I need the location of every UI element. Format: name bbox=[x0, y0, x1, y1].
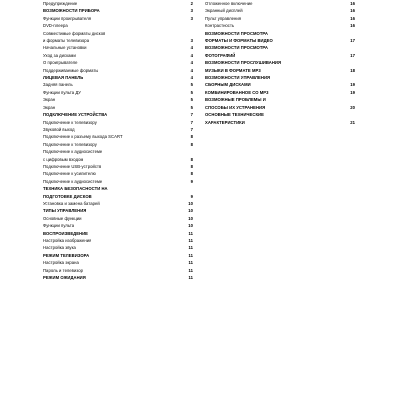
toc-entry-title: Предупреждение bbox=[43, 1, 78, 6]
toc-entry bbox=[205, 37, 355, 44]
toc-entry bbox=[205, 74, 355, 81]
toc-entry-title: ТЕХНИКА БЕЗОПАСНОСТИ НА bbox=[43, 186, 108, 192]
toc-entry-page-number: 16 bbox=[350, 1, 355, 6]
toc-entry-page-number: 19 bbox=[350, 82, 355, 88]
toc-entry-page-number: 21 bbox=[350, 119, 355, 125]
toc-entry-title: Подключение к усилителю bbox=[43, 171, 96, 177]
toc-entry-title: Функции пульта bbox=[43, 223, 75, 229]
toc-entry bbox=[43, 259, 193, 266]
toc-entry-page-number: 7 bbox=[190, 126, 193, 132]
toc-entry-page-number: 10 bbox=[188, 208, 193, 214]
toc-entry-page-number: 8 bbox=[190, 134, 193, 140]
toc-entry-title: Функции пульта ДУ bbox=[43, 89, 81, 95]
toc-entry-title: Отложенное включение bbox=[205, 1, 253, 6]
toc-entry bbox=[43, 148, 193, 155]
toc-entry-page-number: 8 bbox=[190, 141, 193, 147]
toc-entry bbox=[43, 15, 193, 22]
toc-entry-title: Настройка экрана bbox=[43, 260, 79, 266]
toc-entry bbox=[43, 170, 193, 177]
toc-entry-title: Начальные установки bbox=[43, 45, 87, 51]
toc-entry-page-number: 16 bbox=[350, 15, 355, 21]
toc-entry-title: ТИПЫ УПРАВЛЕНИЯ bbox=[43, 208, 87, 214]
toc-entry bbox=[43, 178, 193, 185]
toc-entry bbox=[43, 59, 193, 66]
toc-entry-title: Уход за дисками bbox=[43, 52, 76, 58]
toc-entry bbox=[43, 7, 193, 14]
toc-entry-title: О проигрывателе bbox=[43, 60, 78, 66]
toc-entry bbox=[205, 52, 355, 59]
toc-entry-page-number: 3 bbox=[190, 8, 193, 14]
toc-entry bbox=[43, 67, 193, 74]
toc-entry bbox=[43, 207, 193, 214]
toc-entry-title: СБОРНЫМ ДИСКАМИ bbox=[205, 82, 251, 88]
toc-entry-page-number: 8 bbox=[190, 156, 193, 162]
toc-entry-page-number: 18 bbox=[350, 67, 355, 73]
toc-entry-title: Установка и замена батарей bbox=[43, 200, 100, 206]
toc-entry-title: КОМБИНИРОВАННОЕ СО MP3 bbox=[205, 89, 269, 95]
toc-entry-page-number: 5 bbox=[190, 104, 193, 110]
toc-entry-title: ФОРМАТЫ И ФОРМАТЫ ВИДЕО bbox=[205, 38, 273, 44]
toc-entry-page-number: 19 bbox=[350, 89, 355, 95]
toc-entry bbox=[43, 30, 193, 37]
toc-entry-page-number: 3 bbox=[190, 15, 193, 21]
toc-entry-title: и форматы телевизора bbox=[43, 38, 90, 44]
toc-entry-page-number: 11 bbox=[188, 267, 193, 273]
toc-entry bbox=[205, 104, 355, 111]
toc-entry-title: Подключение USB-устройств bbox=[43, 163, 102, 169]
toc-entry-title: Задняя панель bbox=[43, 82, 73, 88]
toc-entry-page-number: 8 bbox=[190, 171, 193, 177]
toc-entry-title: ВОЗМОЖНЫЕ ПРОБЛЕМЫ И bbox=[205, 97, 266, 103]
toc-entry bbox=[205, 111, 355, 118]
toc-entry bbox=[43, 111, 193, 118]
toc-entry-title: РЕЖИМ ОЖИДАНИЯ bbox=[43, 275, 86, 281]
toc-entry-title: ВОЗМОЖНОСТИ ПРИБОРА bbox=[43, 8, 100, 14]
toc-entry-title: Экран bbox=[43, 97, 56, 103]
toc-entry bbox=[43, 141, 193, 148]
toc-entry-title: Звуковой выход bbox=[43, 126, 75, 132]
toc-entry bbox=[43, 0, 193, 7]
toc-entry-page-number: 7 bbox=[190, 119, 193, 125]
toc-entry-title: с цифровым входом bbox=[43, 156, 84, 162]
toc-entry bbox=[205, 22, 355, 29]
toc-entry bbox=[43, 52, 193, 59]
toc-entry-page-number: 16 bbox=[350, 23, 355, 29]
toc-entry-title: Подключение к разъему выхода SCART bbox=[43, 134, 123, 140]
toc-entry-title: Настройка звука bbox=[43, 245, 76, 251]
toc-entry bbox=[43, 252, 193, 259]
toc-entry-page-number: 4 bbox=[190, 75, 193, 81]
toc-entry bbox=[43, 133, 193, 140]
toc-entry-page-number: 5 bbox=[190, 89, 193, 95]
toc-entry bbox=[205, 81, 355, 88]
toc-entry-page-number: 4 bbox=[190, 67, 193, 73]
toc-entry bbox=[43, 81, 193, 88]
toc-entry-title: ЛИЦЕВАЯ ПАНЕЛЬ bbox=[43, 75, 84, 81]
toc-entry-page-number: 9 bbox=[190, 193, 193, 199]
toc-entry bbox=[205, 67, 355, 74]
toc-entry bbox=[205, 44, 355, 51]
toc-entry-page-number: 4 bbox=[190, 45, 193, 51]
toc-entry-title: ОСНОВНЫЕ ТЕХНИЧЕСКИЕ bbox=[205, 112, 264, 118]
toc-entry-page-number: 10 bbox=[188, 200, 193, 206]
toc-entry bbox=[43, 274, 193, 281]
toc-entry-page-number: 16 bbox=[350, 8, 355, 14]
toc-entry-title: Подключение к телевизору bbox=[43, 141, 97, 147]
toc-entry-title: Пульт управления bbox=[205, 15, 242, 21]
toc-entry-page-number: 5 bbox=[190, 82, 193, 88]
toc-entry-page-number: 4 bbox=[190, 52, 193, 58]
toc-entry-title: Совместимые форматы дисков bbox=[43, 30, 106, 36]
toc-entry bbox=[205, 0, 355, 7]
toc-entry bbox=[43, 267, 193, 274]
toc-entry-page-number: 11 bbox=[188, 238, 193, 243]
toc-entry-page-number: 3 bbox=[190, 38, 193, 44]
toc-entry-title: Подключение к телевизору bbox=[43, 119, 97, 125]
toc-entry-title: Пароль и телевизор bbox=[43, 267, 84, 273]
toc-entry bbox=[43, 237, 193, 244]
toc-entry-title: ВОЗМОЖНОСТИ ПРОСМОТРА bbox=[205, 30, 268, 36]
toc-entry-page-number: 2 bbox=[190, 1, 193, 6]
toc-entry-title: ВОЗМОЖНОСТИ ПРОСЛУШИВАНИЯ bbox=[205, 60, 282, 66]
toc-entry bbox=[43, 244, 193, 251]
toc-entry-page-number: 11 bbox=[188, 252, 193, 258]
toc-entry-page-number: 17 bbox=[350, 52, 355, 58]
toc-entry bbox=[43, 37, 193, 44]
toc-entry-title: Контрастность bbox=[205, 23, 235, 29]
toc-entry bbox=[43, 185, 193, 192]
toc-entry bbox=[205, 89, 355, 96]
toc-entry bbox=[205, 96, 355, 103]
toc-entry-page-number: 7 bbox=[190, 112, 193, 118]
toc-right-column bbox=[205, 0, 355, 126]
toc-entry bbox=[43, 22, 193, 29]
toc-entry bbox=[43, 96, 193, 103]
toc-entry bbox=[205, 30, 355, 37]
toc-entry-page-number: 11 bbox=[188, 245, 193, 251]
toc-entry-title: Подключение к аудиосистеме bbox=[43, 149, 103, 155]
toc-entry-title: DVD-плеера bbox=[43, 23, 68, 29]
toc-entry-title: Подключение к аудиосистеме bbox=[43, 178, 103, 184]
toc-entry bbox=[43, 89, 193, 96]
toc-entry-title: РЕЖИМ ТЕЛЕВИЗОРА bbox=[43, 252, 90, 258]
toc-left-column bbox=[43, 0, 193, 281]
toc-entry-page-number: 17 bbox=[350, 38, 355, 44]
toc-entry-page-number: 4 bbox=[190, 60, 193, 66]
toc-entry-title: ВОСПРОИЗВЕДЕНИЕ bbox=[43, 230, 89, 236]
toc-entry bbox=[205, 59, 355, 66]
toc-entry-page-number: 11 bbox=[188, 230, 193, 236]
toc-entry-title: Экран bbox=[43, 104, 56, 110]
toc-entry-page-number: 11 bbox=[188, 275, 193, 281]
toc-entry-page-number: 10 bbox=[188, 215, 193, 221]
toc-entry bbox=[43, 156, 193, 163]
toc-entry-title: МУЗЫКИ В ФОРМАТЕ MP3 bbox=[205, 67, 261, 73]
toc-entry-title: Экранный дисплей bbox=[205, 8, 243, 14]
toc-entry bbox=[43, 200, 193, 207]
toc-entry-title: ПОДКЛЮЧЕНИЕ УСТРОЙСТВА bbox=[43, 112, 108, 118]
toc-entry bbox=[43, 74, 193, 81]
toc-entry bbox=[43, 104, 193, 111]
toc-entry bbox=[43, 230, 193, 237]
toc-entry-title: ПОДГОТОВКЕ ДИСКОВ bbox=[43, 193, 92, 199]
toc-entry-page-number: 11 bbox=[188, 260, 193, 266]
toc-entry bbox=[205, 15, 355, 22]
toc-entry-title: Функции проигрывателя bbox=[43, 15, 92, 21]
toc-entry bbox=[43, 222, 193, 229]
toc-entry-page-number: 8 bbox=[190, 163, 193, 169]
toc-entry-title: Поддерживаемые форматы bbox=[43, 67, 99, 73]
toc-entry-title: СПОСОБЫ ИХ УСТРАНЕНИЯ bbox=[205, 104, 266, 110]
toc-entry bbox=[205, 119, 355, 126]
toc-entry-page-number: 9 bbox=[190, 178, 193, 184]
toc-entry bbox=[43, 163, 193, 170]
toc-entry-page-number: 5 bbox=[190, 97, 193, 103]
toc-entry bbox=[43, 119, 193, 126]
toc-entry-title: ФОТОГРАФИЙ bbox=[205, 52, 236, 58]
toc-entry-page-number: 10 bbox=[188, 223, 193, 229]
toc-entry-page-number: 20 bbox=[350, 104, 355, 110]
toc-entry bbox=[43, 126, 193, 133]
toc-entry-title: ХАРАКТЕРИСТИКИ bbox=[205, 119, 245, 125]
toc-entry-title: ВОЗМОЖНОСТИ ПРОСМОТРА bbox=[205, 45, 268, 51]
toc-entry bbox=[43, 44, 193, 51]
toc-entry bbox=[205, 7, 355, 14]
toc-entry bbox=[43, 193, 193, 200]
toc-entry-title: ВОЗМОЖНОСТИ УПРАВЛЕНИЯ bbox=[205, 75, 271, 81]
toc-entry-title: Настройка изображения bbox=[43, 238, 92, 243]
toc-entry-title: Основные функции bbox=[43, 215, 82, 221]
toc-entry bbox=[43, 215, 193, 222]
